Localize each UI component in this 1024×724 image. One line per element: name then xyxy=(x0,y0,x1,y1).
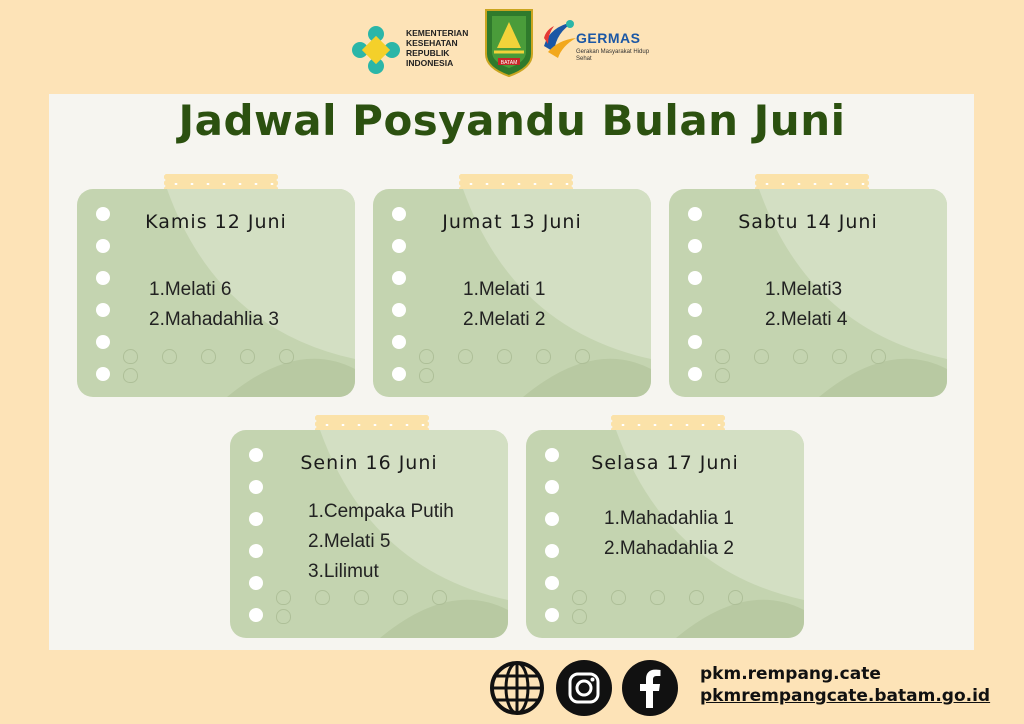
facebook-icon[interactable] xyxy=(622,660,678,716)
day-label: Kamis 12 Juni xyxy=(145,211,287,233)
kemenkes-line: KESEHATAN xyxy=(406,38,458,48)
kemenkes-wordmark xyxy=(406,28,476,68)
kemenkes-line: KEMENTERIAN xyxy=(406,28,469,38)
header-logos xyxy=(350,8,650,80)
apple-doodles xyxy=(715,349,947,387)
germas-swoosh-icon xyxy=(540,16,578,60)
apple-doodles xyxy=(123,349,355,387)
globe-icon[interactable] xyxy=(489,660,545,716)
apple-doodles xyxy=(572,590,804,628)
list-item: 1.Melati 1 xyxy=(463,279,546,300)
list-item: 3.Lilimut xyxy=(308,561,379,582)
list-item: 1.Mahadahlia 1 xyxy=(604,508,734,529)
kemenkes-emblem-icon xyxy=(350,24,402,76)
day-label: Jumat 13 Juni xyxy=(442,211,582,233)
apple-doodles xyxy=(419,349,651,387)
day-label: Sabtu 14 Juni xyxy=(738,211,878,233)
germas-subtitle: Gerakan Masyarakat Hidup Sehat xyxy=(576,49,650,62)
list-item: 2.Mahadahlia 2 xyxy=(604,538,734,559)
batam-badge-text: BATAM xyxy=(500,60,518,66)
list-item: 1.Melati 6 xyxy=(149,279,232,300)
germas-title: GERMAS xyxy=(576,30,641,46)
list-item: 1.Cempaka Putih xyxy=(308,501,454,522)
batam-city-emblem xyxy=(484,8,534,78)
germas-logo xyxy=(540,16,660,76)
instagram-icon[interactable] xyxy=(556,660,612,716)
list-item: 1.Melati3 xyxy=(765,279,843,300)
website-link[interactable]: pkmrempangcate.batam.go.id xyxy=(700,686,991,706)
apple-doodles xyxy=(276,590,508,628)
list-item: 2.Melati 5 xyxy=(308,531,391,552)
page-title: Jadwal Posyandu Bulan Juni xyxy=(178,96,846,145)
day-label: Selasa 17 Juni xyxy=(591,452,739,474)
list-item: 2.Melati 4 xyxy=(765,309,848,330)
schedule-card-selasa xyxy=(526,430,804,638)
kemenkes-line: INDONESIA xyxy=(406,58,454,68)
kemenkes-line: REPUBLIK xyxy=(406,48,450,58)
social-handle[interactable]: pkm.rempang.cate xyxy=(700,664,881,684)
schedule-card-kamis xyxy=(77,189,355,397)
schedule-card-sabtu xyxy=(669,189,947,397)
schedule-card-jumat xyxy=(373,189,651,397)
day-label: Senin 16 Juni xyxy=(300,452,438,474)
list-item: 2.Melati 2 xyxy=(463,309,546,330)
list-item: 2.Mahadahlia 3 xyxy=(149,309,279,330)
schedule-card-senin xyxy=(230,430,508,638)
kemenkes-logo xyxy=(350,16,475,76)
